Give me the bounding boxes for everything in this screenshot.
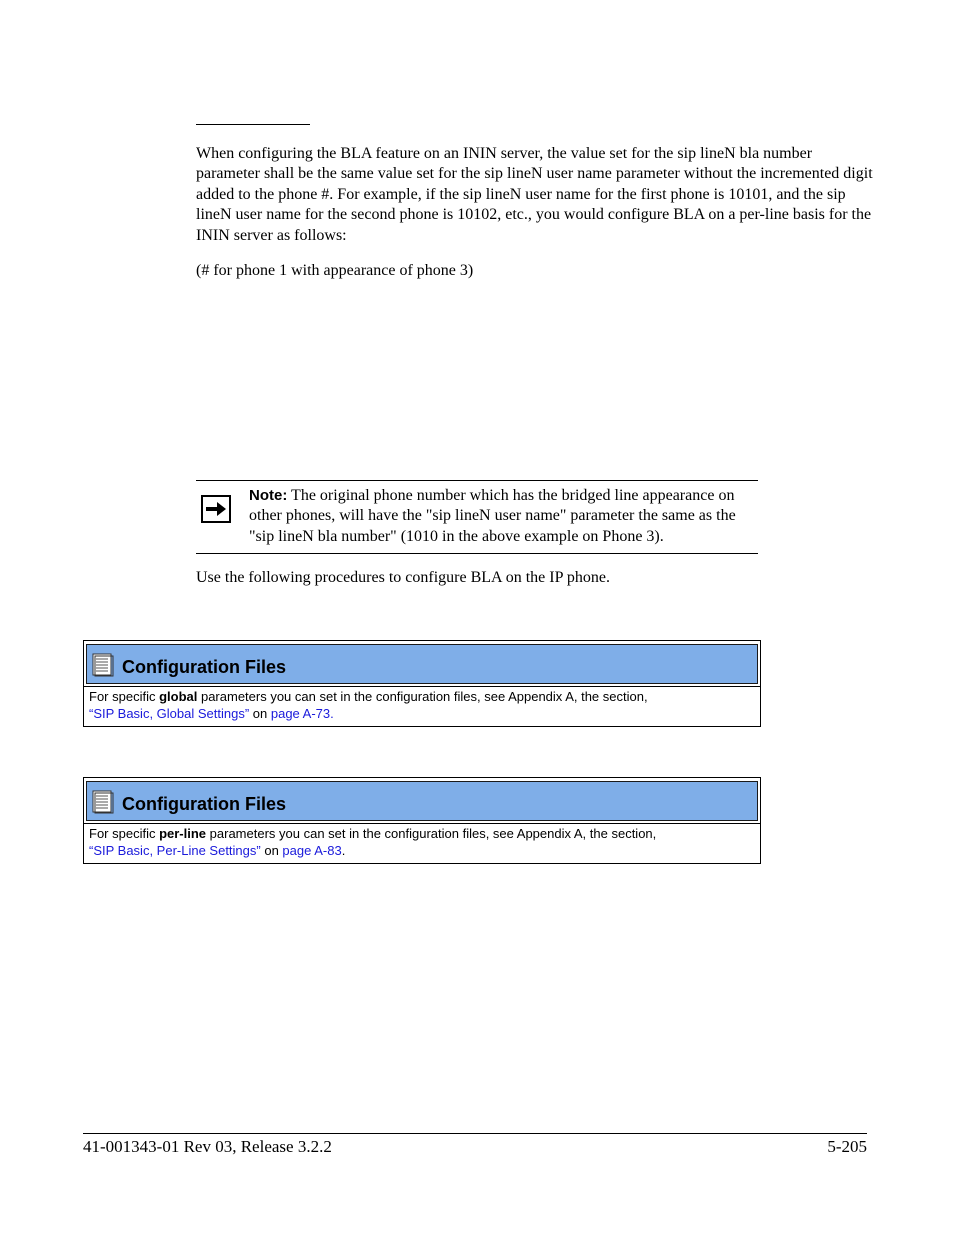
page-link[interactable]: page A-73: [270, 706, 331, 721]
body-on: on: [260, 843, 283, 858]
body-prefix: For specific: [89, 689, 160, 704]
page-link[interactable]: page A-83: [282, 843, 342, 858]
procedures-text: Use the following procedures to configure BLA on the IP phone.: [196, 569, 610, 586]
config-panel-header: [86, 644, 758, 684]
config-panel-body: [84, 823, 760, 863]
document-icon: [92, 653, 114, 677]
body-prefix: For specific: [89, 826, 160, 841]
config-files-panel-per-line: [83, 777, 761, 864]
body-middle: parameters you can set in the configuration files, see Appendix A, the section,: [206, 826, 657, 841]
document-icon: [92, 790, 114, 814]
section-link[interactable]: “SIP Basic, Per-Line Settings”: [89, 843, 261, 858]
body-keyword: per-line: [159, 826, 207, 841]
body-suffix: .: [341, 843, 346, 858]
note-text: [249, 486, 759, 547]
body-on: on: [249, 706, 271, 721]
note-body: The original phone number which has the bridged line appearance on other phones, will have the "sip lineN user name" parameter the same as the "sip lineN bla number" (1010 in the above example on Phone 3).: [249, 487, 736, 545]
note-box: [196, 480, 758, 554]
section-link[interactable]: “SIP Basic, Global Settings”: [89, 706, 250, 721]
body-middle: parameters you can set in the configuration files, see Appendix A, the section,: [197, 689, 648, 704]
footer-doc-id: 41-001343-01 Rev 03, Release 3.2.2: [83, 1137, 332, 1156]
body-suffix: .: [330, 706, 334, 721]
footer-rule: [83, 1133, 867, 1134]
footer-page-number: 5-205: [827, 1137, 867, 1156]
arrow-right-icon: [201, 495, 231, 523]
section-heading-rule: [196, 124, 310, 125]
config-panel-header: [86, 781, 758, 821]
body-keyword: global: [159, 689, 198, 704]
config-panel-title: Configuration Files: [122, 794, 286, 814]
config-files-panel-global: [83, 640, 761, 727]
note-label: Note:: [249, 487, 288, 504]
config-panel-body: [84, 686, 760, 726]
example-caption: (# for phone 1 with appearance of phone 3): [196, 262, 474, 279]
config-panel-title: Configuration Files: [122, 657, 286, 677]
intro-paragraph: When configuring the BLA feature on an ININ server, the value set for the sip lineN bla number parameter shall be the same value set for the sip lineN user name parameter without the incremented digit added to the phone #. For example, if the sip lineN user name for the first phone is 10101, and the sip lineN user name for the second phone is 10102, etc., you would configure BLA on a per-line basis for the ININ server as follows:: [196, 145, 873, 244]
